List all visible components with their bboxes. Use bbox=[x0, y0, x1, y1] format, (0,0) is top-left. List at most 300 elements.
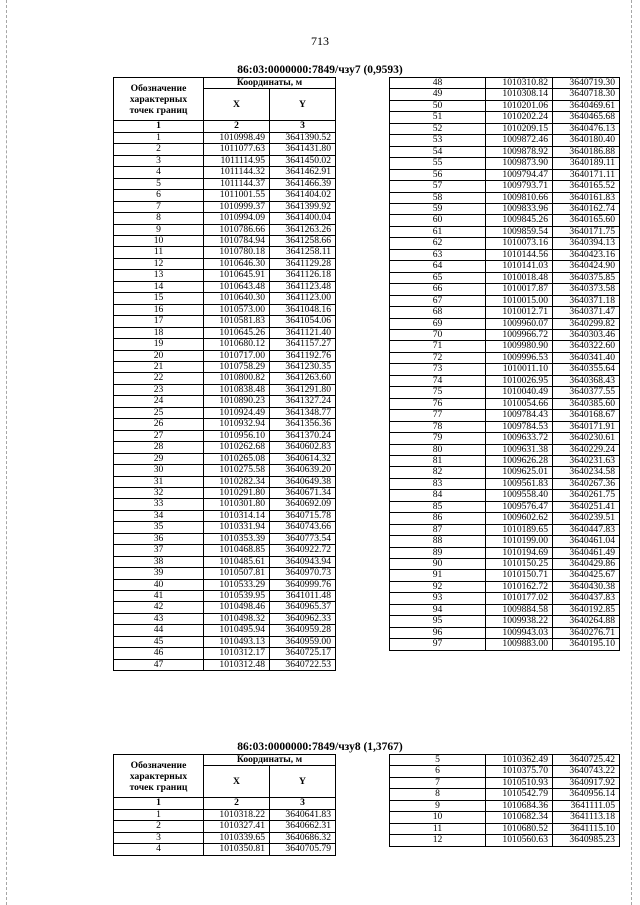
point-number: 88 bbox=[390, 536, 486, 547]
point-number: 51 bbox=[390, 112, 486, 123]
point-number: 3 bbox=[114, 832, 204, 843]
x-coordinate: 1009960.07 bbox=[486, 318, 553, 329]
table-row bbox=[114, 602, 336, 613]
y-coordinate: 3640719.30 bbox=[553, 78, 620, 89]
x-coordinate: 1010498.32 bbox=[204, 613, 270, 624]
x-coordinate: 1010956.10 bbox=[204, 430, 270, 441]
y-coordinate: 3640469.61 bbox=[553, 100, 620, 111]
x-coordinate: 1010682.34 bbox=[486, 812, 553, 823]
table-row bbox=[114, 487, 336, 498]
table-row bbox=[390, 78, 620, 89]
y-coordinate: 3640195.10 bbox=[553, 639, 620, 650]
y-coordinate: 3640371.18 bbox=[553, 295, 620, 306]
table-row bbox=[114, 178, 336, 189]
y-coordinate: 3640171.11 bbox=[553, 169, 620, 180]
table-row bbox=[114, 499, 336, 510]
table-row bbox=[390, 604, 620, 615]
y-coordinate: 3640639.20 bbox=[270, 465, 336, 476]
x-coordinate: 1009996.53 bbox=[486, 352, 553, 363]
x-coordinate: 1009883.00 bbox=[486, 639, 553, 650]
point-number: 32 bbox=[114, 487, 204, 498]
point-number: 27 bbox=[114, 430, 204, 441]
table-row bbox=[114, 533, 336, 544]
point-number: 5 bbox=[390, 755, 486, 766]
x-coordinate: 1010201.06 bbox=[486, 100, 553, 111]
table-row bbox=[114, 659, 336, 670]
point-number: 80 bbox=[390, 444, 486, 455]
y-coordinate: 3640230.61 bbox=[553, 433, 620, 444]
point-number: 2 bbox=[114, 144, 204, 155]
table-row bbox=[114, 453, 336, 464]
table-row bbox=[114, 224, 336, 235]
coordinates-table-chzu7-left bbox=[113, 77, 336, 671]
x-coordinate: 1010838.48 bbox=[204, 384, 270, 395]
column-number-2: 2 bbox=[204, 798, 270, 809]
y-coordinate: 3640186.88 bbox=[553, 146, 620, 157]
y-coordinate: 3640299.82 bbox=[553, 318, 620, 329]
x-coordinate: 1009810.66 bbox=[486, 192, 553, 203]
x-coordinate: 1010998.49 bbox=[204, 132, 270, 143]
y-header: Y bbox=[270, 766, 336, 798]
table-row bbox=[114, 361, 336, 372]
table-row bbox=[114, 591, 336, 602]
x-coordinate: 1010301.80 bbox=[204, 499, 270, 510]
table-row bbox=[114, 613, 336, 624]
point-number: 22 bbox=[114, 373, 204, 384]
point-number: 59 bbox=[390, 203, 486, 214]
x-coordinate: 1010209.15 bbox=[486, 123, 553, 134]
point-number: 5 bbox=[114, 178, 204, 189]
x-coordinate: 1011144.37 bbox=[204, 178, 270, 189]
y-coordinate: 3641466.39 bbox=[270, 178, 336, 189]
y-coordinate: 3640970.73 bbox=[270, 568, 336, 579]
y-coordinate: 3640368.43 bbox=[553, 375, 620, 386]
table-row bbox=[114, 167, 336, 178]
table-row bbox=[390, 123, 620, 134]
y-coordinate: 3640161.83 bbox=[553, 192, 620, 203]
x-coordinate: 1010680.52 bbox=[486, 823, 553, 834]
table-row bbox=[390, 192, 620, 203]
point-number: 87 bbox=[390, 524, 486, 535]
x-header: X bbox=[204, 89, 270, 121]
table-row bbox=[390, 295, 620, 306]
point-number: 11 bbox=[114, 247, 204, 258]
point-number: 9 bbox=[390, 800, 486, 811]
table-row bbox=[114, 844, 336, 855]
x-coordinate: 1010758.29 bbox=[204, 361, 270, 372]
point-number: 38 bbox=[114, 556, 204, 567]
x-coordinate: 1010510.93 bbox=[486, 777, 553, 788]
y-coordinate: 3640234.58 bbox=[553, 467, 620, 478]
table-row bbox=[390, 364, 620, 375]
point-number: 23 bbox=[114, 384, 204, 395]
y-coordinate: 3641048.16 bbox=[270, 304, 336, 315]
x-coordinate: 1009558.40 bbox=[486, 490, 553, 501]
point-number: 21 bbox=[114, 361, 204, 372]
x-coordinate: 1009793.71 bbox=[486, 181, 553, 192]
table-row bbox=[390, 513, 620, 524]
point-number: 3 bbox=[114, 155, 204, 166]
x-coordinate: 1010786.66 bbox=[204, 224, 270, 235]
x-coordinate: 1009859.54 bbox=[486, 226, 553, 237]
y-coordinate: 3640743.66 bbox=[270, 522, 336, 533]
point-number: 8 bbox=[114, 213, 204, 224]
y-coordinate: 3641192.76 bbox=[270, 350, 336, 361]
point-number: 4 bbox=[114, 844, 204, 855]
y-coordinate: 3640231.63 bbox=[553, 455, 620, 466]
x-coordinate: 1010141.03 bbox=[486, 261, 553, 272]
y-coordinate: 3640437.83 bbox=[553, 593, 620, 604]
x-coordinate: 1009872.46 bbox=[486, 135, 553, 146]
table-row bbox=[114, 327, 336, 338]
point-number: 67 bbox=[390, 295, 486, 306]
y-coordinate: 3640375.85 bbox=[553, 272, 620, 283]
table-row bbox=[390, 284, 620, 295]
x-coordinate: 1009794.47 bbox=[486, 169, 553, 180]
point-number: 46 bbox=[114, 648, 204, 659]
y-coordinate: 3640425.67 bbox=[553, 570, 620, 581]
point-number: 68 bbox=[390, 307, 486, 318]
x-coordinate: 1010040.49 bbox=[486, 387, 553, 398]
point-number: 97 bbox=[390, 639, 486, 650]
x-coordinate: 1010265.08 bbox=[204, 453, 270, 464]
table-row bbox=[114, 625, 336, 636]
table-row bbox=[390, 467, 620, 478]
x-coordinate: 1010375.70 bbox=[486, 766, 553, 777]
table-row bbox=[114, 155, 336, 166]
table-row bbox=[390, 490, 620, 501]
x-coordinate: 1009784.53 bbox=[486, 421, 553, 432]
point-number: 49 bbox=[390, 89, 486, 100]
table-row bbox=[390, 444, 620, 455]
page-number: 713 bbox=[311, 34, 329, 48]
x-coordinate: 1009938.22 bbox=[486, 616, 553, 627]
y-coordinate: 3640461.49 bbox=[553, 547, 620, 558]
point-number: 89 bbox=[390, 547, 486, 558]
table-row bbox=[114, 465, 336, 476]
x-coordinate: 1009602.62 bbox=[486, 513, 553, 524]
y-coordinate: 3640355.64 bbox=[553, 364, 620, 375]
y-coordinate: 3640649.38 bbox=[270, 476, 336, 487]
table-row bbox=[390, 329, 620, 340]
point-number: 86 bbox=[390, 513, 486, 524]
y-coordinate: 3640341.40 bbox=[553, 352, 620, 363]
table-row bbox=[390, 755, 620, 766]
x-coordinate: 1009576.47 bbox=[486, 501, 553, 512]
table-row bbox=[390, 375, 620, 386]
x-coordinate: 1010362.49 bbox=[486, 755, 553, 766]
y-coordinate: 3641462.91 bbox=[270, 167, 336, 178]
point-number: 10 bbox=[390, 812, 486, 823]
x-coordinate: 1009878.92 bbox=[486, 146, 553, 157]
point-number: 79 bbox=[390, 433, 486, 444]
y-coordinate: 3640461.04 bbox=[553, 536, 620, 547]
x-coordinate: 1010350.81 bbox=[204, 844, 270, 855]
point-number: 7 bbox=[390, 777, 486, 788]
table-row bbox=[390, 421, 620, 432]
table-row bbox=[114, 396, 336, 407]
point-number: 31 bbox=[114, 476, 204, 487]
x-coordinate: 1010780.18 bbox=[204, 247, 270, 258]
x-coordinate: 1010680.12 bbox=[204, 339, 270, 350]
y-coordinate: 3641431.80 bbox=[270, 144, 336, 155]
y-coordinate: 3640276.71 bbox=[553, 627, 620, 638]
point-number: 24 bbox=[114, 396, 204, 407]
y-coordinate: 3640267.36 bbox=[553, 478, 620, 489]
x-coordinate: 1010542.79 bbox=[486, 789, 553, 800]
y-coordinate: 3640476.13 bbox=[553, 123, 620, 134]
y-coordinate: 3640922.72 bbox=[270, 545, 336, 556]
table-row bbox=[390, 135, 620, 146]
point-number: 1 bbox=[114, 809, 204, 820]
column-number-1: 1 bbox=[114, 798, 204, 809]
x-coordinate: 1010177.02 bbox=[486, 593, 553, 604]
y-coordinate: 3640602.83 bbox=[270, 442, 336, 453]
y-coordinate: 3641113.18 bbox=[553, 812, 620, 823]
y-coordinate: 3640641.83 bbox=[270, 809, 336, 820]
table-row bbox=[390, 261, 620, 272]
x-coordinate: 1011114.95 bbox=[204, 155, 270, 166]
table-row bbox=[114, 304, 336, 315]
y-coordinate: 3641126.18 bbox=[270, 270, 336, 281]
point-number: 77 bbox=[390, 410, 486, 421]
coordinates-table-chzu8-right bbox=[389, 754, 620, 847]
table-row bbox=[390, 570, 620, 581]
y-coordinate: 3640962.33 bbox=[270, 613, 336, 624]
y-coordinate: 3640956.14 bbox=[553, 789, 620, 800]
table-row bbox=[390, 547, 620, 558]
table-row bbox=[114, 258, 336, 269]
x-header: X bbox=[204, 766, 270, 798]
y-coordinate: 3640959.28 bbox=[270, 625, 336, 636]
point-number: 16 bbox=[114, 304, 204, 315]
point-number: 93 bbox=[390, 593, 486, 604]
point-number: 54 bbox=[390, 146, 486, 157]
point-number: 36 bbox=[114, 533, 204, 544]
y-coordinate: 3640447.83 bbox=[553, 524, 620, 535]
point-number: 73 bbox=[390, 364, 486, 375]
table-row bbox=[114, 373, 336, 384]
table-row bbox=[114, 442, 336, 453]
y-coordinate: 3640165.60 bbox=[553, 215, 620, 226]
y-coordinate: 3641404.02 bbox=[270, 190, 336, 201]
point-number: 15 bbox=[114, 293, 204, 304]
table-row bbox=[390, 777, 620, 788]
x-coordinate: 1010533.29 bbox=[204, 579, 270, 590]
point-number: 90 bbox=[390, 559, 486, 570]
x-coordinate: 1010150.25 bbox=[486, 559, 553, 570]
y-coordinate: 3641291.80 bbox=[270, 384, 336, 395]
y-coordinate: 3640725.17 bbox=[270, 648, 336, 659]
table-row bbox=[390, 812, 620, 823]
x-coordinate: 1009631.38 bbox=[486, 444, 553, 455]
table-row bbox=[390, 307, 620, 318]
point-number: 75 bbox=[390, 387, 486, 398]
point-number: 81 bbox=[390, 455, 486, 466]
table-row bbox=[390, 559, 620, 570]
table-row bbox=[390, 203, 620, 214]
y-coordinate: 3640429.86 bbox=[553, 559, 620, 570]
point-number: 71 bbox=[390, 341, 486, 352]
table-row bbox=[114, 201, 336, 212]
table-row bbox=[114, 270, 336, 281]
y-coordinate: 3640192.85 bbox=[553, 604, 620, 615]
table-row bbox=[390, 789, 620, 800]
x-coordinate: 1010018.48 bbox=[486, 272, 553, 283]
designation-header: Обозначение характерных точек границ bbox=[114, 78, 204, 121]
table-row bbox=[114, 430, 336, 441]
table-row bbox=[390, 524, 620, 535]
table-row bbox=[390, 341, 620, 352]
y-coordinate: 3641123.48 bbox=[270, 281, 336, 292]
x-coordinate: 1010026.95 bbox=[486, 375, 553, 386]
y-coordinate: 3640773.54 bbox=[270, 533, 336, 544]
point-number: 29 bbox=[114, 453, 204, 464]
table-row bbox=[390, 249, 620, 260]
table-row bbox=[390, 616, 620, 627]
y-coordinate: 3640465.68 bbox=[553, 112, 620, 123]
y-coordinate: 3640662.31 bbox=[270, 821, 336, 832]
table-row bbox=[114, 350, 336, 361]
x-coordinate: 1010282.34 bbox=[204, 476, 270, 487]
table-row bbox=[390, 215, 620, 226]
point-number: 57 bbox=[390, 181, 486, 192]
y-coordinate: 3641390.52 bbox=[270, 132, 336, 143]
table-row bbox=[390, 800, 620, 811]
point-number: 74 bbox=[390, 375, 486, 386]
x-coordinate: 1010581.83 bbox=[204, 316, 270, 327]
point-number: 43 bbox=[114, 613, 204, 624]
x-coordinate: 1009980.90 bbox=[486, 341, 553, 352]
y-coordinate: 3641157.27 bbox=[270, 339, 336, 350]
point-number: 42 bbox=[114, 602, 204, 613]
x-coordinate: 1010011.10 bbox=[486, 364, 553, 375]
y-coordinate: 3641356.36 bbox=[270, 419, 336, 430]
point-number: 65 bbox=[390, 272, 486, 283]
y-coordinate: 3641263.60 bbox=[270, 373, 336, 384]
x-coordinate: 1010784.94 bbox=[204, 235, 270, 246]
section-title-chzu8: 86:03:0000000:7849/чзу8 (1,3767) bbox=[237, 741, 403, 753]
y-coordinate: 3640943.94 bbox=[270, 556, 336, 567]
x-coordinate: 1009784.43 bbox=[486, 410, 553, 421]
y-coordinate: 3641399.92 bbox=[270, 201, 336, 212]
point-number: 17 bbox=[114, 316, 204, 327]
point-number: 14 bbox=[114, 281, 204, 292]
table-row bbox=[114, 247, 336, 258]
point-number: 58 bbox=[390, 192, 486, 203]
y-coordinate: 3641327.24 bbox=[270, 396, 336, 407]
table-row bbox=[114, 407, 336, 418]
x-coordinate: 1010643.48 bbox=[204, 281, 270, 292]
x-coordinate: 1009943.03 bbox=[486, 627, 553, 638]
table-row bbox=[390, 398, 620, 409]
table-row bbox=[114, 648, 336, 659]
point-number: 37 bbox=[114, 545, 204, 556]
x-coordinate: 1010932.94 bbox=[204, 419, 270, 430]
x-coordinate: 1010144.56 bbox=[486, 249, 553, 260]
point-number: 44 bbox=[114, 625, 204, 636]
point-number: 9 bbox=[114, 224, 204, 235]
x-coordinate: 1010800.82 bbox=[204, 373, 270, 384]
point-number: 78 bbox=[390, 421, 486, 432]
y-coordinate: 3641348.77 bbox=[270, 407, 336, 418]
y-coordinate: 3640722.53 bbox=[270, 659, 336, 670]
point-number: 12 bbox=[114, 258, 204, 269]
y-coordinate: 3641370.24 bbox=[270, 430, 336, 441]
y-coordinate: 3640322.60 bbox=[553, 341, 620, 352]
point-number: 2 bbox=[114, 821, 204, 832]
y-coordinate: 3640394.13 bbox=[553, 238, 620, 249]
table-row bbox=[390, 593, 620, 604]
point-number: 12 bbox=[390, 835, 486, 846]
x-coordinate: 1010498.46 bbox=[204, 602, 270, 613]
x-coordinate: 1010684.36 bbox=[486, 800, 553, 811]
point-number: 20 bbox=[114, 350, 204, 361]
x-coordinate: 1010495.94 bbox=[204, 625, 270, 636]
y-header: Y bbox=[270, 89, 336, 121]
table-row bbox=[114, 339, 336, 350]
y-coordinate: 3641258.11 bbox=[270, 247, 336, 258]
table-row bbox=[390, 835, 620, 846]
table-row bbox=[390, 581, 620, 592]
table-row bbox=[114, 545, 336, 556]
table-row bbox=[114, 281, 336, 292]
x-coordinate: 1010327.41 bbox=[204, 821, 270, 832]
table-row bbox=[390, 433, 620, 444]
x-coordinate: 1010493.13 bbox=[204, 636, 270, 647]
y-coordinate: 3640985.23 bbox=[553, 835, 620, 846]
x-coordinate: 1010485.61 bbox=[204, 556, 270, 567]
point-number: 63 bbox=[390, 249, 486, 260]
point-number: 48 bbox=[390, 78, 486, 89]
y-coordinate: 3640171.91 bbox=[553, 421, 620, 432]
point-number: 47 bbox=[114, 659, 204, 670]
table-row bbox=[390, 89, 620, 100]
table-row bbox=[390, 823, 620, 834]
table-row bbox=[114, 293, 336, 304]
y-coordinate: 3640239.51 bbox=[553, 513, 620, 524]
y-coordinate: 3640959.00 bbox=[270, 636, 336, 647]
point-number: 13 bbox=[114, 270, 204, 281]
table-row bbox=[114, 384, 336, 395]
x-coordinate: 1010262.68 bbox=[204, 442, 270, 453]
x-coordinate: 1010339.65 bbox=[204, 832, 270, 843]
point-number: 95 bbox=[390, 616, 486, 627]
x-coordinate: 1010318.22 bbox=[204, 809, 270, 820]
x-coordinate: 1009833.96 bbox=[486, 203, 553, 214]
table-row bbox=[390, 478, 620, 489]
point-number: 28 bbox=[114, 442, 204, 453]
table-row bbox=[114, 821, 336, 832]
y-coordinate: 3640430.38 bbox=[553, 581, 620, 592]
x-coordinate: 1010015.00 bbox=[486, 295, 553, 306]
table-row bbox=[114, 316, 336, 327]
x-coordinate: 1009626.28 bbox=[486, 455, 553, 466]
x-coordinate: 1009845.26 bbox=[486, 215, 553, 226]
point-number: 7 bbox=[114, 201, 204, 212]
y-coordinate: 3641011.48 bbox=[270, 591, 336, 602]
point-number: 60 bbox=[390, 215, 486, 226]
y-coordinate: 3640168.67 bbox=[553, 410, 620, 421]
coordinates-header: Координаты, м bbox=[204, 755, 336, 766]
x-coordinate: 1011001.55 bbox=[204, 190, 270, 201]
y-coordinate: 3640171.75 bbox=[553, 226, 620, 237]
x-coordinate: 1010924.49 bbox=[204, 407, 270, 418]
y-coordinate: 3641263.26 bbox=[270, 224, 336, 235]
x-coordinate: 1010507.81 bbox=[204, 568, 270, 579]
left-edge-line bbox=[6, 0, 7, 905]
point-number: 45 bbox=[114, 636, 204, 647]
